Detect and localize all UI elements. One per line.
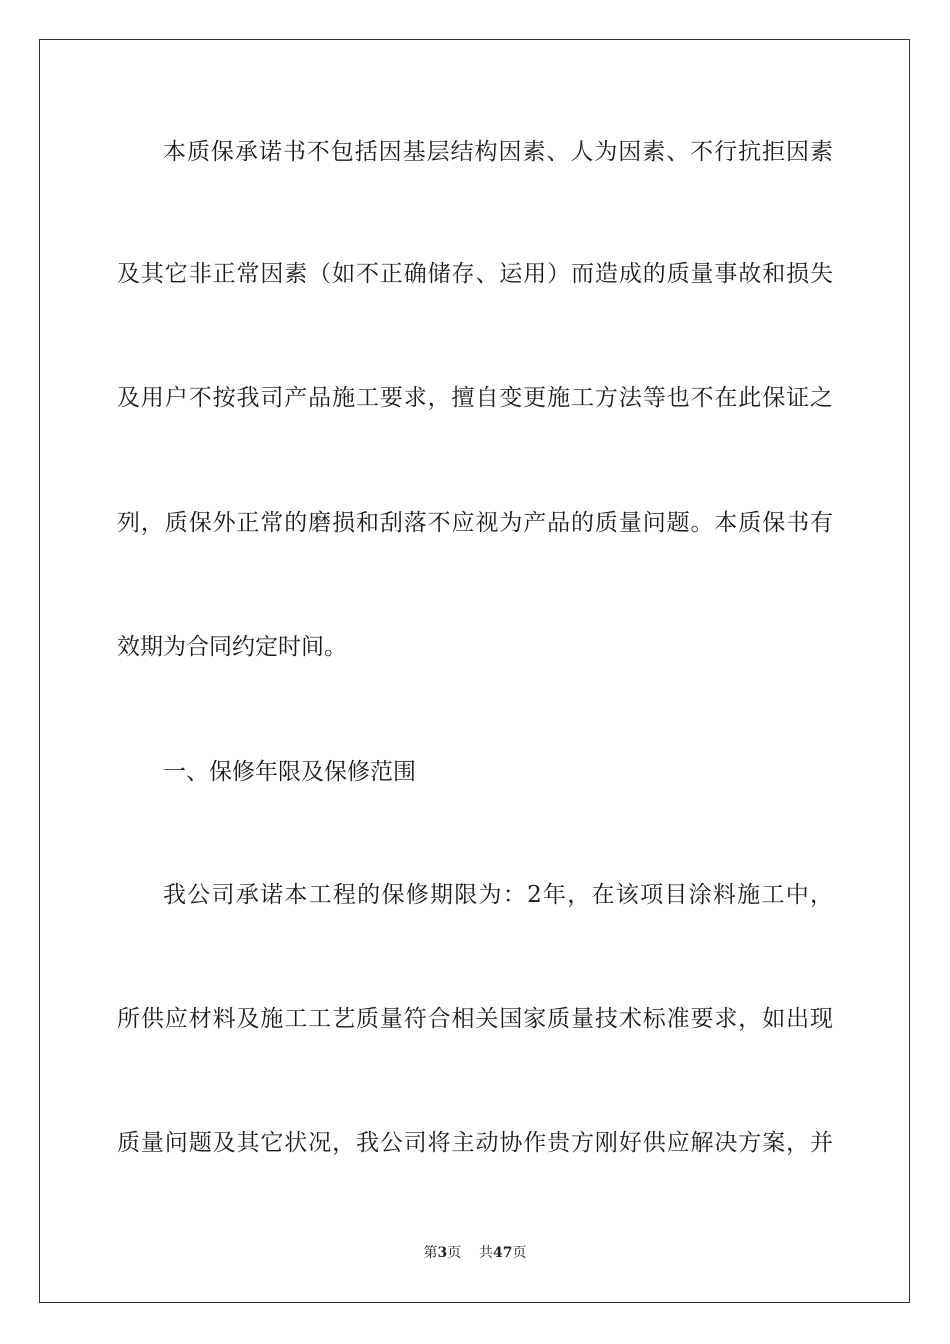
- section-heading: 一、保修年限及保修范围: [163, 759, 416, 785]
- page-suffix: 页: [447, 1245, 462, 1261]
- total-suffix: 页: [512, 1245, 527, 1261]
- paragraph-line: 我公司承诺本工程的保修期限为：2年，在该项目涂料施工中，: [163, 882, 833, 908]
- total-pages: 47: [493, 1245, 513, 1261]
- paragraph-line: 列，质保外正常的磨损和刮落不应视为产品的质量问题。本质保书有: [117, 510, 833, 536]
- paragraph-line: 本质保承诺书不包括因基层结构因素、人为因素、不行抗拒因素: [163, 139, 833, 165]
- paragraph-line: 质量问题及其它状况，我公司将主动协作贵方刚好供应解决方案，并: [117, 1130, 833, 1156]
- paragraph-line: 效期为合同约定时间。: [117, 634, 347, 660]
- paragraph-line: 及其它非正常因素（如不正确储存、运用）而造成的质量事故和损失: [117, 261, 833, 287]
- paragraph-line: 及用户不按我司产品施工要求，擅自变更施工方法等也不在此保证之: [117, 385, 833, 411]
- page-footer: [0, 1244, 950, 1262]
- page-border: [39, 39, 910, 1303]
- page-prefix: 第: [423, 1245, 438, 1261]
- page-number: 3: [437, 1245, 448, 1261]
- total-prefix: 共: [479, 1245, 494, 1261]
- paragraph-line: 所供应材料及施工工艺质量符合相关国家质量技术标准要求，如出现: [117, 1006, 833, 1032]
